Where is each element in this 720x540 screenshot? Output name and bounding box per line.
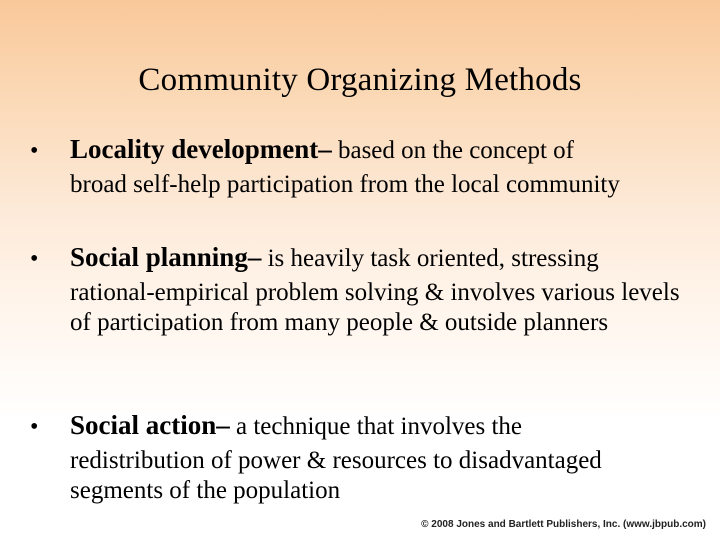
bullet-term: Social planning: [70, 242, 248, 272]
copyright-notice: © 2008 Jones and Bartlett Publishers, Inc. (www.jbpub.com): [421, 519, 706, 530]
bullet-dash: –: [247, 242, 262, 272]
slide-title: Community Organizing Methods: [138, 62, 582, 98]
bullet-term: Social action: [70, 410, 217, 440]
bullet-desc-first: is heavily task oriented, stressing: [261, 245, 599, 272]
bullet-first-line: [30, 242, 710, 274]
bullet-desc-first: a technique that involves the: [229, 413, 523, 440]
bullet-term: Locality development: [70, 134, 319, 164]
bullet-dot: •: [30, 138, 39, 164]
bullet-desc-rest: rational-empirical problem solving & involves various levels of participation from many people & outside planners: [70, 279, 680, 336]
bullet-dot: •: [30, 246, 39, 272]
bullet-desc-first: based on the concept of: [331, 137, 575, 164]
bullet-social-planning: [30, 242, 710, 338]
bullet-desc-rest: redistribution of power & resources to disadvantaged segments of the population: [70, 447, 602, 504]
bullet-first-line: [30, 410, 710, 442]
bullet-first-line: [30, 134, 710, 166]
bullet-desc-rest: broad self-help participation from the local community: [70, 171, 620, 198]
bullet-social-action: [30, 410, 710, 506]
bullet-dot: •: [30, 414, 39, 440]
bullet-dash: –: [318, 134, 332, 164]
bullet-dash: –: [216, 410, 230, 440]
bullet-locality-development: [30, 134, 710, 200]
